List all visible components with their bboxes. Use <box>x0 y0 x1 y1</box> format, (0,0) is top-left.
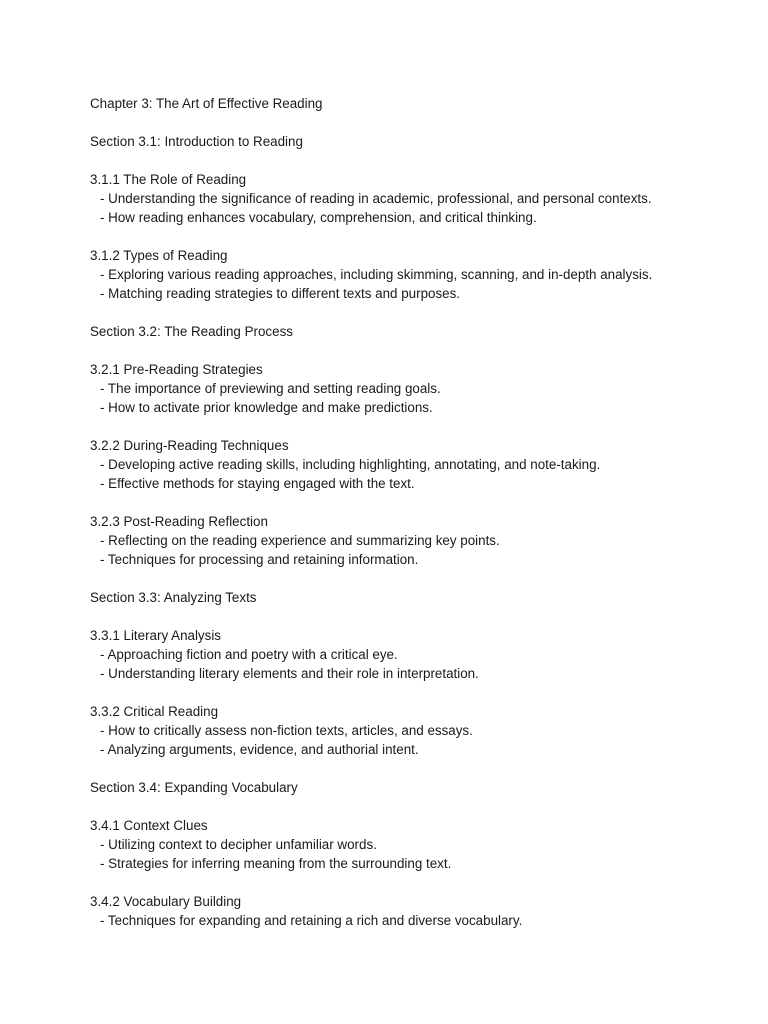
bullet-point: - How to activate prior knowledge and make predictions. <box>100 400 433 415</box>
blank-line <box>90 569 750 588</box>
blank-line <box>90 151 750 170</box>
section-heading: 3.2.3 Post-Reading Reflection <box>90 514 268 529</box>
section-heading: 3.3.1 Literary Analysis <box>90 628 221 643</box>
bullet-point: - Utilizing context to decipher unfamiliar words. <box>100 837 377 852</box>
blank-line <box>90 227 750 246</box>
bullet-point: - How to critically assess non-fiction texts, articles, and essays. <box>100 723 473 738</box>
section-heading: 3.2.2 During-Reading Techniques <box>90 438 289 453</box>
section-heading: Section 3.1: Introduction to Reading <box>90 134 303 149</box>
section-heading: Chapter 3: The Art of Effective Reading <box>90 96 323 111</box>
bullet-point: - Exploring various reading approaches, including skimming, scanning, and in-depth analysis. <box>100 267 653 282</box>
blank-line <box>90 303 750 322</box>
blank-line <box>90 873 750 892</box>
section-heading: 3.1.2 Types of Reading <box>90 248 228 263</box>
blank-line <box>90 759 750 778</box>
section-heading: 3.2.1 Pre-Reading Strategies <box>90 362 263 377</box>
blank-line <box>90 417 750 436</box>
blank-line <box>90 607 750 626</box>
blank-line <box>90 797 750 816</box>
bullet-point: - Developing active reading skills, including highlighting, annotating, and note-taking. <box>100 457 601 472</box>
bullet-point: - The importance of previewing and setting reading goals. <box>100 381 441 396</box>
bullet-point: - How reading enhances vocabulary, comprehension, and critical thinking. <box>100 210 537 225</box>
blank-line <box>90 341 750 360</box>
section-heading: 3.3.2 Critical Reading <box>90 704 219 719</box>
section-heading: 3.1.1 The Role of Reading <box>90 172 247 187</box>
bullet-point: - Understanding the significance of reading in academic, professional, and personal contexts. <box>100 191 652 206</box>
bullet-point: - Reflecting on the reading experience and summarizing key points. <box>100 533 500 548</box>
section-heading: Section 3.2: The Reading Process <box>90 324 293 339</box>
section-heading: Section 3.3: Analyzing Texts <box>90 590 257 605</box>
section-heading: Section 3.4: Expanding Vocabulary <box>90 780 298 795</box>
bullet-point: - Matching reading strategies to different texts and purposes. <box>100 286 461 301</box>
bullet-point: - Strategies for inferring meaning from the surrounding text. <box>100 856 452 871</box>
blank-line <box>90 113 750 132</box>
bullet-point: - Understanding literary elements and their role in interpretation. <box>100 666 479 681</box>
section-heading: 3.4.1 Context Clues <box>90 818 208 833</box>
bullet-point: - Approaching fiction and poetry with a critical eye. <box>100 647 398 662</box>
section-heading: 3.4.2 Vocabulary Building <box>90 894 242 909</box>
bullet-point: - Effective methods for staying engaged with the text. <box>100 476 415 491</box>
bullet-point: - Techniques for expanding and retaining a rich and diverse vocabulary. <box>100 913 523 928</box>
blank-line <box>90 683 750 702</box>
bullet-point: - Analyzing arguments, evidence, and authorial intent. <box>100 742 419 757</box>
bullet-point: - Techniques for processing and retaining information. <box>100 552 419 567</box>
document-page <box>90 94 750 930</box>
blank-line <box>90 493 750 512</box>
